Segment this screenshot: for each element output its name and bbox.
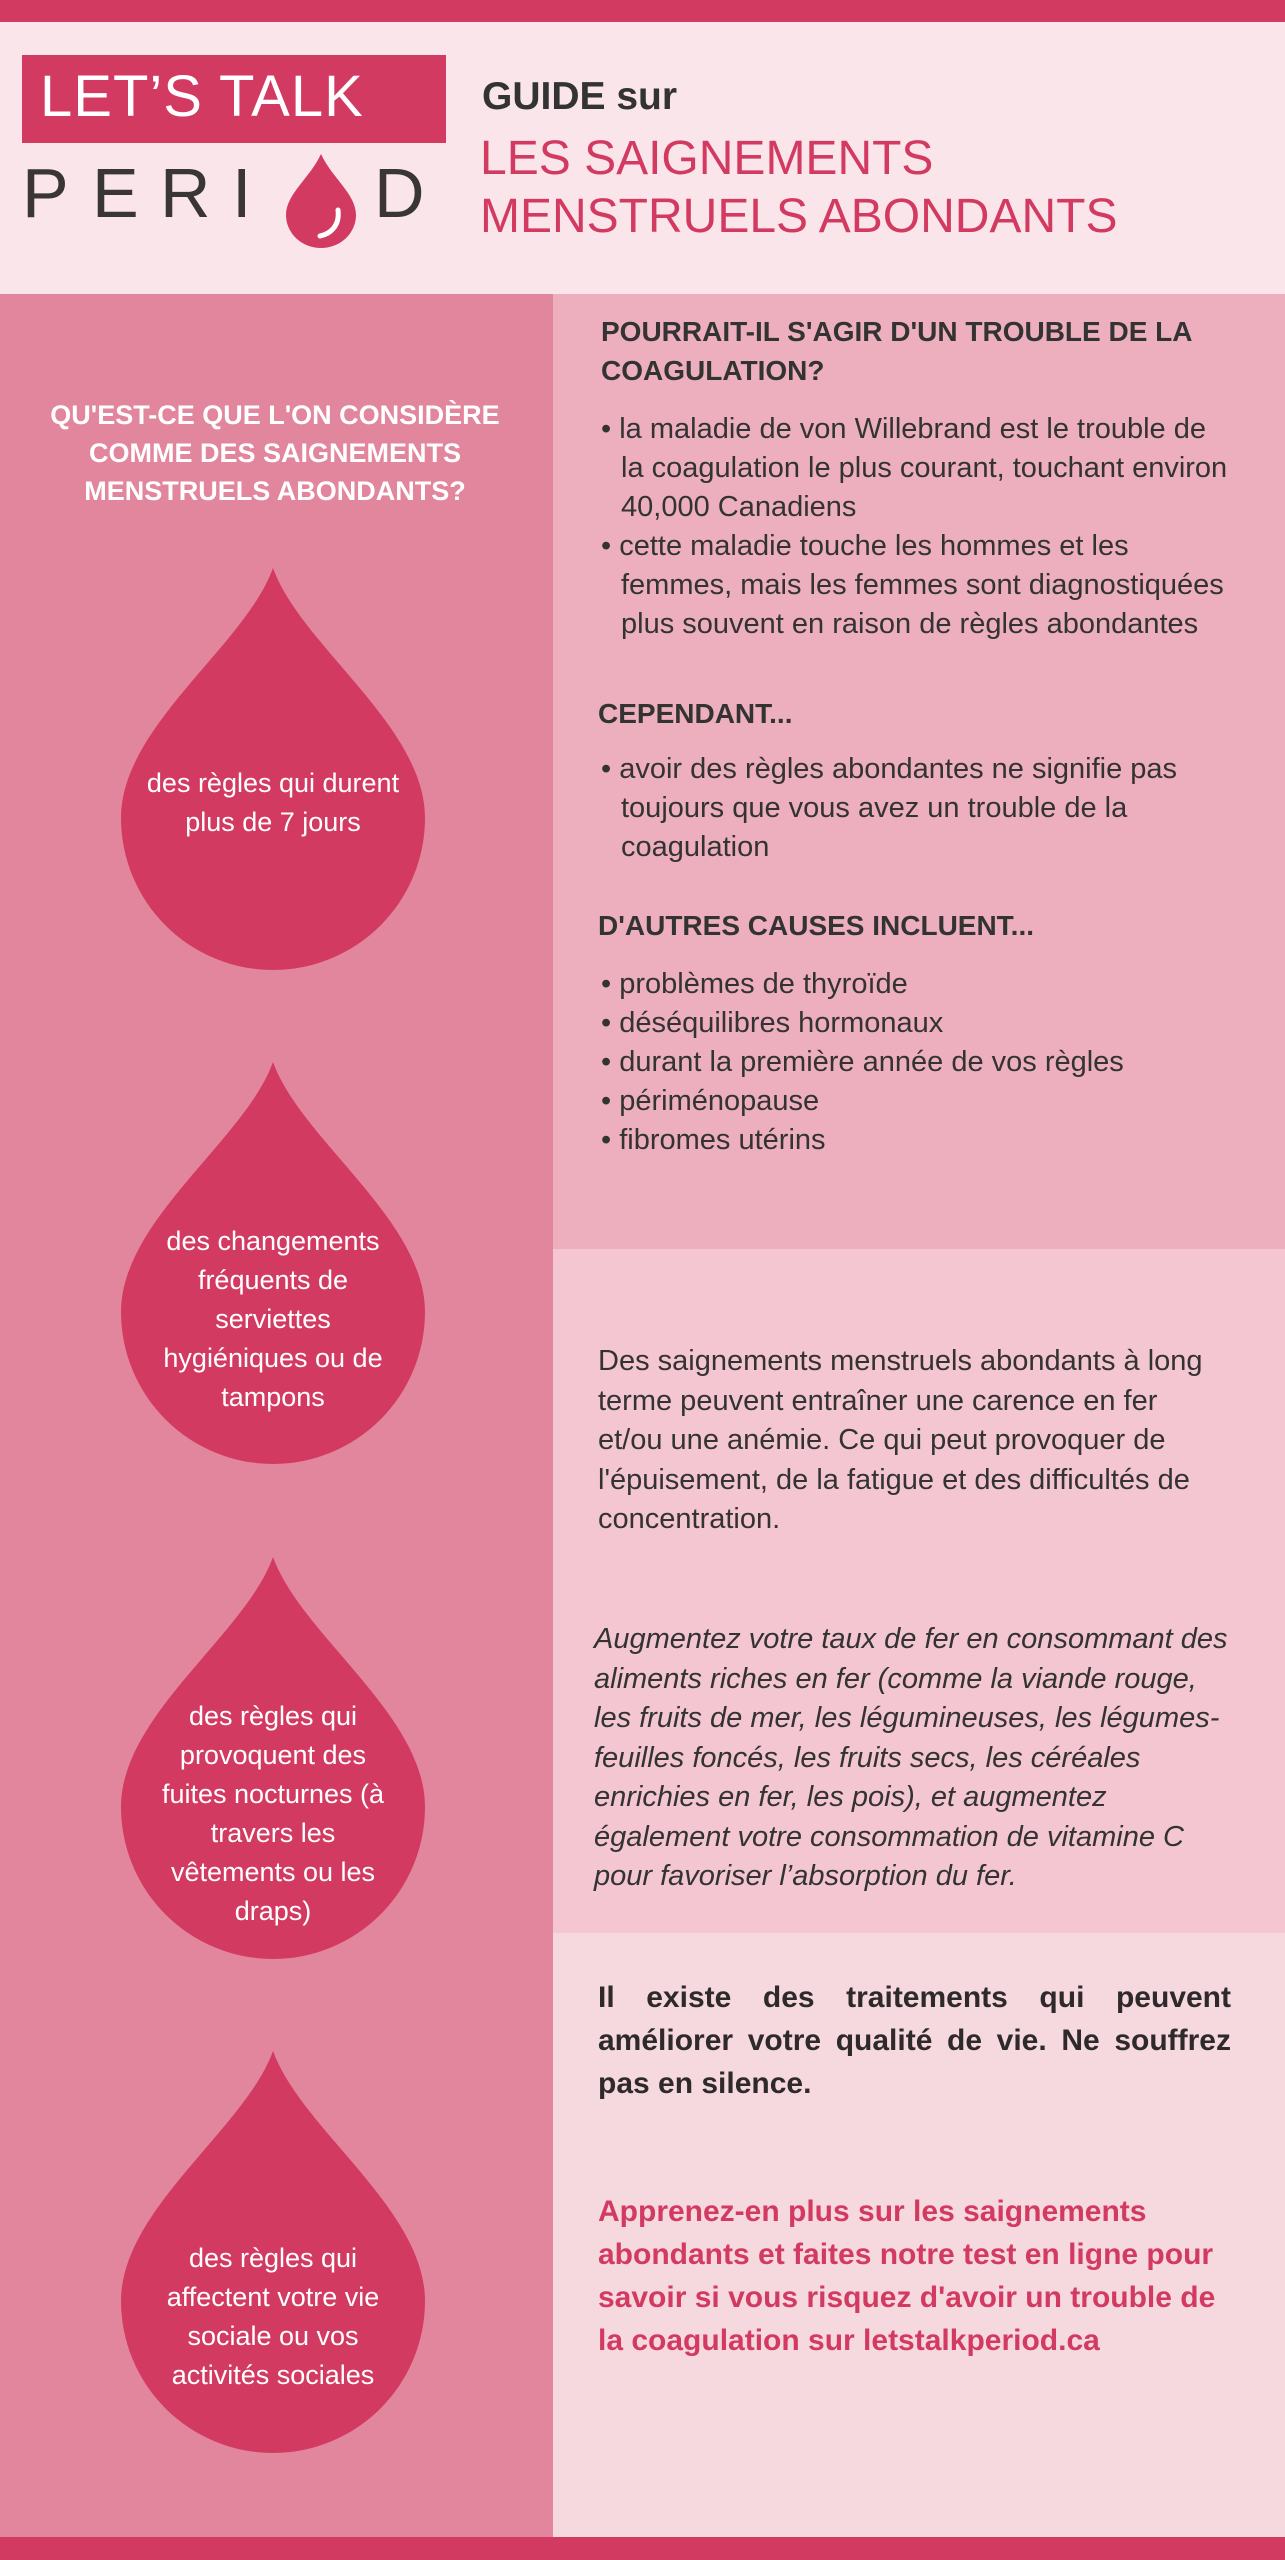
logo-letter-e: E	[92, 154, 139, 232]
drop-text: des règles qui durent plus de 7 jours	[146, 768, 400, 837]
treatment-paragraph: Il existe des traitements qui peuvent améliorer votre qualité de vie. Ne souffrez pas en silence.	[598, 1981, 1231, 2100]
anemia-paragraph: Des saignements menstruels abondants à long terme peuvent entraîner une carence en fer et/ou une anémie. Ce qui peut provoquer de l'épuisement, de la fatigue et des difficultés de concentration.	[598, 1345, 1203, 1535]
logo-letter-i: I	[232, 154, 252, 232]
list-item: • périménopause	[601, 1082, 1236, 1121]
logo-letter-r: R	[160, 154, 211, 232]
other-causes-heading: D'AUTRES CAUSES INCLUENT...	[598, 910, 1035, 941]
list-item: • la maladie de von Willebrand est le trouble de la coagulation le plus courant, touchant environ 40,000 Canadiens	[601, 410, 1236, 527]
coagulation-bullets	[601, 410, 1236, 644]
however-bullets	[601, 750, 1236, 867]
page-title: LES SAIGNEMENTS MENSTRUELS ABONDANTS	[480, 132, 1118, 243]
bottom-accent-bar	[0, 2537, 1285, 2560]
logo-top-text: LET’S TALK	[40, 64, 364, 129]
drop-card	[105, 2049, 441, 2459]
logo-letter-d: D	[374, 154, 425, 232]
drop-card	[105, 1555, 441, 1965]
list-item: • déséquilibres hormonaux	[601, 1004, 1236, 1043]
drop-card	[105, 1060, 441, 1470]
logo-top-banner	[22, 55, 446, 143]
iron-tip-paragraph: Augmentez votre taux de fer en consommant des aliments riches en fer (comme la viande rouge, les fruits de mer, les légumineuses, les légumes-feuilles foncés, les fruits secs, les céréales enrichies en fer, les pois), et augmentez également votre consommation de vitamine C pour favoriser l’absorption du fer.	[594, 1623, 1228, 1892]
list-item: • problèmes de thyroïde	[601, 965, 1236, 1004]
list-item: • fibromes utérins	[601, 1121, 1236, 1160]
drop-text: des règles qui affectent votre vie sociale ou vos activités sociales	[166, 2243, 380, 2390]
guide-label: GUIDE sur	[482, 75, 678, 118]
left-question-heading: QU'EST-CE QUE L'ON CONSIDÈRE COMME DES SAIGNEMENTS MENSTRUELS ABONDANTS?	[50, 400, 500, 506]
top-accent-bar	[0, 0, 1285, 22]
coagulation-heading: POURRAIT-IL S'AGIR D'UN TROUBLE DE LA COAGULATION?	[601, 316, 1192, 386]
list-item: • durant la première année de vos règles	[601, 1043, 1236, 1082]
list-item: • avoir des règles abondantes ne signifie pas toujours que vous avez un trouble de la coagulation	[601, 750, 1236, 867]
blood-drop-icon	[280, 152, 362, 248]
drop-text: des règles qui provoquent des fuites nocturnes (à travers les vêtements ou les draps)	[161, 1701, 385, 1926]
drop-text: des changements fréquents de serviettes hygiéniques ou de tampons	[163, 1226, 383, 1412]
list-item: • cette maladie touche les hommes et les femmes, mais les femmes sont diagnostiquées plus souvent en raison de règles abondantes	[601, 527, 1236, 644]
drop-card	[105, 566, 441, 976]
however-heading: CEPENDANT...	[598, 698, 793, 729]
other-causes-bullets	[601, 965, 1236, 1160]
cta-paragraph: Apprenez-en plus sur les saignements abondants et faites notre test en ligne pour savoir si vous risquez d'avoir un trouble de la coagulation sur letstalkperiod.ca	[598, 2195, 1216, 2357]
logo-letter-p: P	[22, 154, 69, 232]
logo-bottom-word	[22, 148, 446, 238]
